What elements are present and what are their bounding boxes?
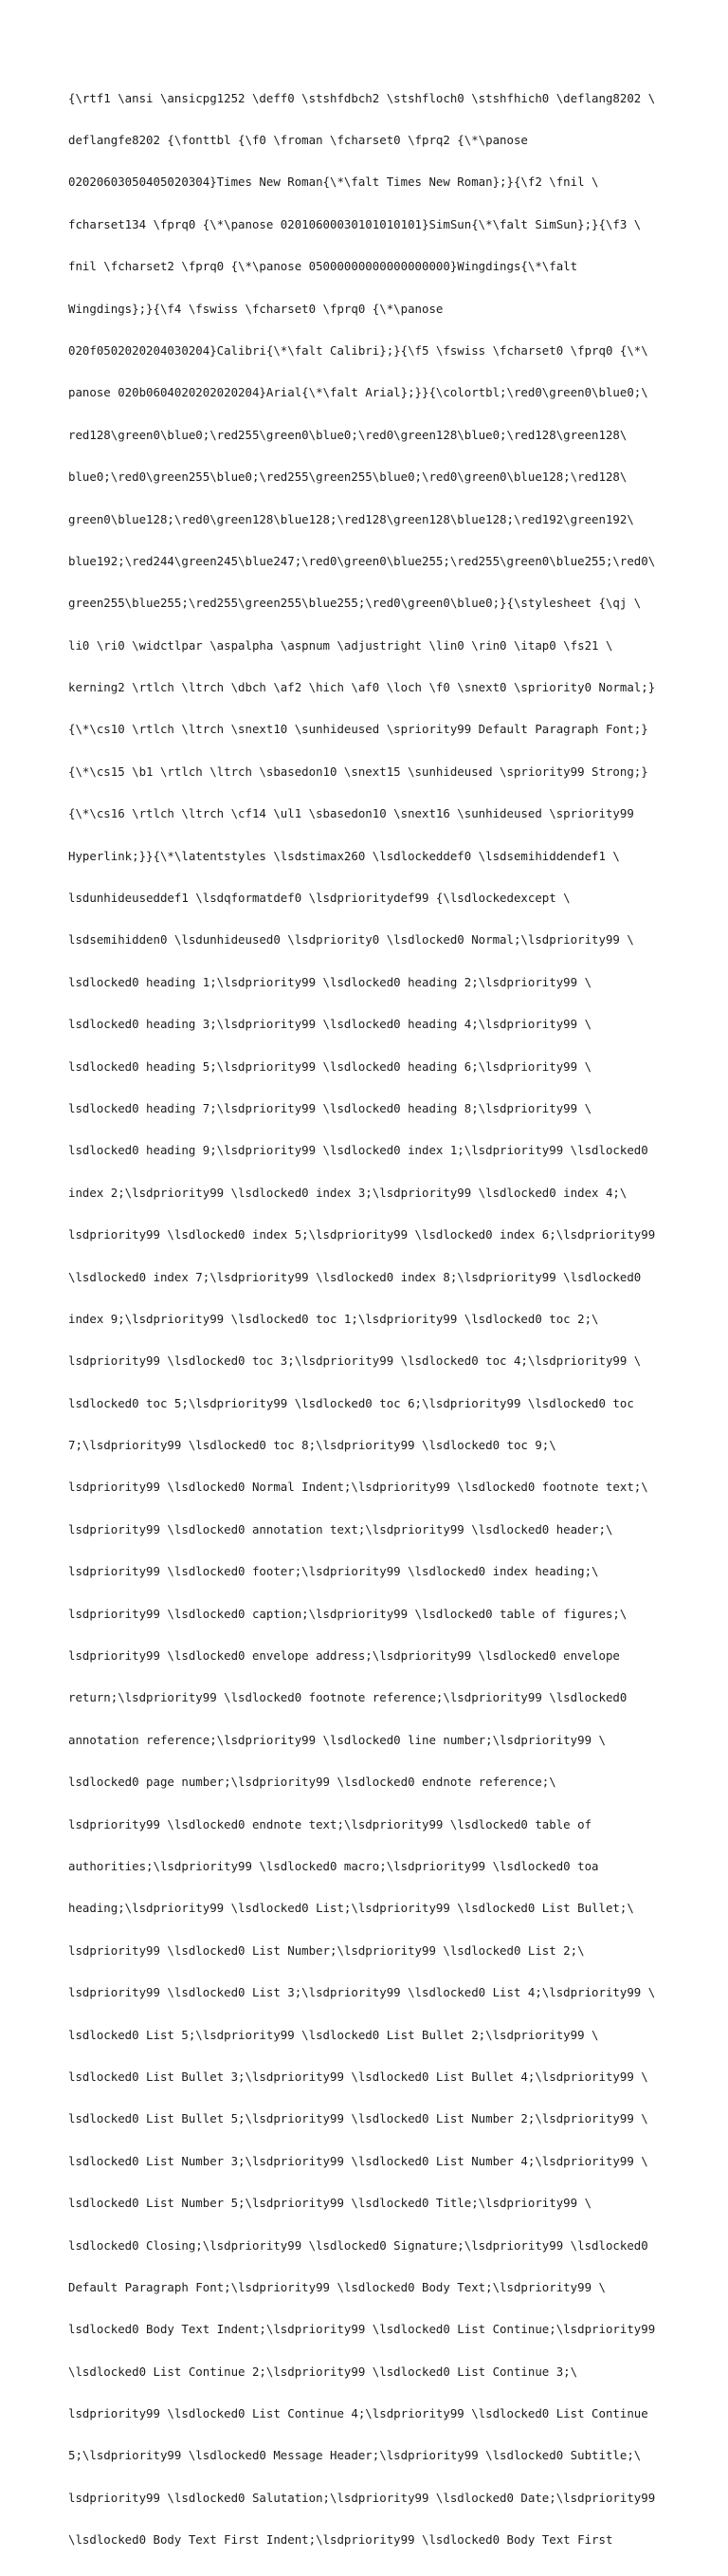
text-line: fnil \fcharset2 \fprq0 {\*\panose 05000000000000000000}Wingdings{\*\falt bbox=[68, 259, 578, 274]
text-line: lsdpriority99 \lsdlocked0 envelope address;\lsdpriority99 \lsdlocked0 envelope bbox=[68, 1648, 620, 1664]
text-line: Wingdings};}{\f4 \fswiss \fcharset0 \fprq0 {\*\panose bbox=[68, 301, 444, 316]
text-line: lsdlocked0 heading 9;\lsdpriority99 \lsdlocked0 index 1;\lsdpriority99 \lsdlocked0 bbox=[68, 1143, 648, 1158]
text-line: \lsdlocked0 Body Text First Indent;\lsdpriority99 \lsdlocked0 Body Text First bbox=[68, 2532, 613, 2548]
text-line: lsdpriority99 \lsdlocked0 endnote text;\lsdpriority99 \lsdlocked0 table of bbox=[68, 1816, 592, 1831]
text-line: {\*\cs10 \rtlch \ltrch \snext10 \sunhideused \spriority99 Default Paragraph Font;} bbox=[68, 722, 648, 737]
text-line: lsdpriority99 \lsdlocked0 caption;\lsdpriority99 \lsdlocked0 table of figures;\ bbox=[68, 1606, 628, 1621]
text-line: li0 \ri0 \widctlpar \aspalpha \aspnum \adjustright \lin0 \rin0 \itap0 \fs21 \ bbox=[68, 637, 613, 653]
text-line: lsdsemihidden0 \lsdunhideused0 \lsdpriority0 \lsdlocked0 Normal;\lsdpriority99 \ bbox=[68, 932, 634, 948]
text-line: \lsdlocked0 List Continue 2;\lsdpriority99 \lsdlocked0 List Continue 3;\ bbox=[68, 2364, 578, 2379]
text-line: index 9;\lsdpriority99 \lsdlocked0 toc 1;\lsdpriority99 \lsdlocked0 toc 2;\ bbox=[68, 1311, 599, 1326]
text-line: fcharset134 \fprq0 {\*\panose 02010600030101010101}SimSun{\*\falt SimSun};}{\f3 \ bbox=[68, 216, 642, 231]
text-line: lsdlocked0 page number;\lsdpriority99 \lsdlocked0 endnote reference;\ bbox=[68, 1775, 556, 1790]
text-line: red128\green0\blue0;\red255\green0\blue0;\red0\green128\blue0;\red128\green128\ bbox=[68, 427, 628, 442]
text-line: lsdlocked0 List Bullet 3;\lsdpriority99 \lsdlocked0 List Bullet 4;\lsdpriority99 \ bbox=[68, 2069, 648, 2084]
text-line: lsdpriority99 \lsdlocked0 Normal Indent;\lsdpriority99 \lsdlocked0 footnote text;\ bbox=[68, 1480, 648, 1495]
text-line: lsdlocked0 Closing;\lsdpriority99 \lsdlocked0 Signature;\lsdpriority99 \lsdlocked0 bbox=[68, 2237, 648, 2253]
text-line: 5;\lsdpriority99 \lsdlocked0 Message Header;\lsdpriority99 \lsdlocked0 Subtitle;\ bbox=[68, 2448, 642, 2463]
text-line: lsdlocked0 List Number 5;\lsdpriority99 \lsdlocked0 Title;\lsdpriority99 \ bbox=[68, 2196, 592, 2211]
text-line: lsdpriority99 \lsdlocked0 footer;\lsdpriority99 \lsdlocked0 index heading;\ bbox=[68, 1564, 599, 1579]
text-line: lsdpriority99 \lsdlocked0 List Continue 4;\lsdpriority99 \lsdlocked0 List Continue bbox=[68, 2406, 648, 2421]
text-line: lsdpriority99 \lsdlocked0 List Number;\lsdpriority99 \lsdlocked0 List 2;\ bbox=[68, 1942, 585, 1958]
text-line: lsdpriority99 \lsdlocked0 List 3;\lsdpriority99 \lsdlocked0 List 4;\lsdpriority99 \ bbox=[68, 1985, 656, 2000]
text-line: {\*\cs15 \b1 \rtlch \ltrch \sbasedon10 \snext15 \sunhideused \spriority99 Strong;} bbox=[68, 764, 648, 779]
text-line: panose 020b0604020202020204}Arial{\*\falt Arial};}}{\colortbl;\red0\green0\blue0;\ bbox=[68, 385, 648, 400]
text-line: 7;\lsdpriority99 \lsdlocked0 toc 8;\lsdpriority99 \lsdlocked0 toc 9;\ bbox=[68, 1438, 556, 1453]
text-line: kerning2 \rtlch \ltrch \dbch \af2 \hich \af0 \loch \f0 \snext0 \spriority0 Normal;} bbox=[68, 680, 656, 695]
text-line: lsdlocked0 heading 1;\lsdpriority99 \lsdlocked0 heading 2;\lsdpriority99 \ bbox=[68, 974, 592, 989]
text-line: heading;\lsdpriority99 \lsdlocked0 List;\lsdpriority99 \lsdlocked0 List Bullet;\ bbox=[68, 1901, 634, 1916]
text-line: return;\lsdpriority99 \lsdlocked0 footnote reference;\lsdpriority99 \lsdlocked0 bbox=[68, 1690, 628, 1705]
text-line: lsdpriority99 \lsdlocked0 toc 3;\lsdpriority99 \lsdlocked0 toc 4;\lsdpriority99 \ bbox=[68, 1353, 642, 1369]
rtf-source-text bbox=[68, 64, 675, 2576]
text-line: lsdlocked0 toc 5;\lsdpriority99 \lsdlocked0 toc 6;\lsdpriority99 \lsdlocked0 toc bbox=[68, 1395, 634, 1410]
text-line: lsdunhideuseddef1 \lsdqformatdef0 \lsdprioritydef99 {\lsdlockedexcept \ bbox=[68, 891, 571, 906]
text-line: lsdpriority99 \lsdlocked0 annotation text;\lsdpriority99 \lsdlocked0 header;\ bbox=[68, 1521, 613, 1536]
text-line: Hyperlink;}}{\*\latentstyles \lsdstimax260 \lsdlockeddef0 \lsdsemihiddendef1 \ bbox=[68, 848, 620, 863]
text-line: lsdlocked0 heading 7;\lsdpriority99 \lsdlocked0 heading 8;\lsdpriority99 \ bbox=[68, 1100, 592, 1115]
text-line: green255\blue255;\red255\green255\blue255;\red0\green0\blue0;}{\stylesheet {\qj \ bbox=[68, 596, 642, 611]
text-line: authorities;\lsdpriority99 \lsdlocked0 macro;\lsdpriority99 \lsdlocked0 toa bbox=[68, 1859, 599, 1873]
text-line: lsdlocked0 Body Text Indent;\lsdpriority99 \lsdlocked0 List Continue;\lsdpriority99 bbox=[68, 2322, 656, 2337]
text-line: lsdpriority99 \lsdlocked0 Salutation;\lsdpriority99 \lsdlocked0 Date;\lsdpriority99 bbox=[68, 2490, 656, 2505]
text-line: \lsdlocked0 index 7;\lsdpriority99 \lsdlocked0 index 8;\lsdpriority99 \lsdlocked0 bbox=[68, 1269, 642, 1284]
text-line: deflangfe8202 {\fonttbl {\f0 \froman \fcharset0 \fprq2 {\*\panose bbox=[68, 132, 528, 147]
text-line: 02020603050405020304}Times New Roman{\*\falt Times New Roman};}{\f2 \fnil \ bbox=[68, 175, 599, 190]
text-line: lsdlocked0 List Number 3;\lsdpriority99 \lsdlocked0 List Number 4;\lsdpriority99 \ bbox=[68, 2153, 648, 2168]
text-line: blue0;\red0\green255\blue0;\red255\green255\blue0;\red0\green0\blue128;\red128\ bbox=[68, 469, 628, 485]
text-line: index 2;\lsdpriority99 \lsdlocked0 index 3;\lsdpriority99 \lsdlocked0 index 4;\ bbox=[68, 1185, 628, 1200]
text-line: lsdlocked0 List Bullet 5;\lsdpriority99 \lsdlocked0 List Number 2;\lsdpriority99 \ bbox=[68, 2111, 648, 2126]
text-line: lsdlocked0 List 5;\lsdpriority99 \lsdlocked0 List Bullet 2;\lsdpriority99 \ bbox=[68, 2027, 599, 2042]
text-line: annotation reference;\lsdpriority99 \lsdlocked0 line number;\lsdpriority99 \ bbox=[68, 1732, 606, 1747]
text-line: Default Paragraph Font;\lsdpriority99 \lsdlocked0 Body Text;\lsdpriority99 \ bbox=[68, 2279, 606, 2294]
text-line: lsdlocked0 heading 5;\lsdpriority99 \lsdlocked0 heading 6;\lsdpriority99 \ bbox=[68, 1058, 592, 1074]
text-line: {\*\cs16 \rtlch \ltrch \cf14 \ul1 \sbasedon10 \snext16 \sunhideused \spriority99 bbox=[68, 806, 634, 821]
text-line: blue192;\red244\green245\blue247;\red0\green0\blue255;\red255\green0\blue255;\red0\ bbox=[68, 553, 656, 568]
text-line: lsdlocked0 heading 3;\lsdpriority99 \lsdlocked0 heading 4;\lsdpriority99 \ bbox=[68, 1017, 592, 1032]
text-line: 020f0502020204030204}Calibri{\*\falt Calibri};}{\f5 \fswiss \fcharset0 \fprq0 {\*\ bbox=[68, 342, 648, 358]
text-line: lsdpriority99 \lsdlocked0 index 5;\lsdpriority99 \lsdlocked0 index 6;\lsdpriority99 bbox=[68, 1227, 656, 1242]
text-line: {\rtf1 \ansi \ansicpg1252 \deff0 \stshfdbch2 \stshfloch0 \stshfhich0 \deflang8202 \ bbox=[68, 90, 656, 105]
text-line: green0\blue128;\red0\green128\blue128;\red128\green128\blue128;\red192\green192\ bbox=[68, 511, 634, 526]
